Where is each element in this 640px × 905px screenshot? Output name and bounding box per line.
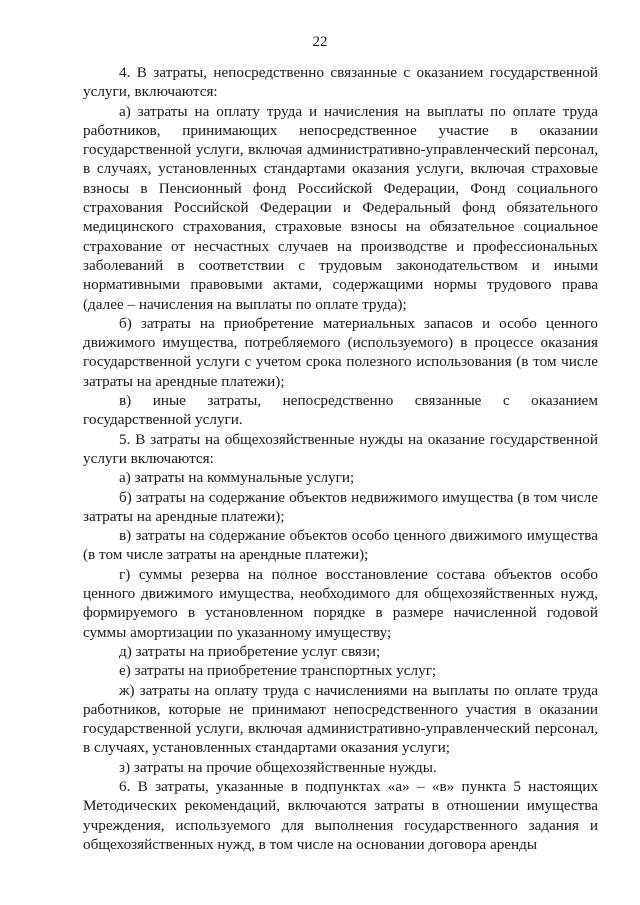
paragraph-5a: а) затраты на коммунальные услуги; (119, 469, 355, 487)
page-number: 22 (312, 34, 328, 50)
paragraph-5: 5. В затраты на общехозяйственные нужды на оказание государственной услуги включаются: (83, 430, 598, 467)
paragraph-5v: в) затраты на содержание объектов особо ценного движимого имущества (в том числе затраты на арендные платежи); (83, 527, 598, 564)
paragraph-4v: в) иные затраты, непосредственно связанные с оказанием государственной услуги. (83, 392, 598, 429)
paragraph-5g: г) суммы резерва на полное восстановление состава объектов особо ценного движимого имущества, необходимого для общехозяйственных нужд, формируемого в установленном порядке в размере начисленной годовой суммы амортизации по указанному имуществу; (83, 565, 598, 641)
document-body (83, 63, 598, 854)
paragraph-5zh: ж) затраты на оплату труда с начислениями на выплаты по оплате труда работников, которые не принимают непосредственного участия в оказании государственной услуги, включая административно-управленческий персонал, в случаях, установленных стандартами оказания услуги; (83, 681, 598, 757)
paragraph-4a: а) затраты на оплату труда и начисления на выплаты по оплате труда работников, принимающих непосредственное участие в оказании государственной услуги, включая административно-управленческий персонал, в случаях, установленных стандартами оказания услуги, включая страховые взносы в Пенсионный фонд Российской Федерации, Фонд социального страхования Российской Федерации и Федеральный фонд обязательного медицинского страхования, страховые взносы на обязательное социальное страхование от несчастных случаев на производстве и профессиональных заболеваний в соответствии с трудовым законодательством и иными нормативными правовыми актами, содержащими нормы трудового права (далее – начисления на выплаты по оплате труда); (83, 102, 598, 313)
paragraph-4b: б) затраты на приобретение материальных запасов и особо ценного движимого имущества, потребляемого (используемого) в процессе оказания государственной услуги с учетом срока полезного использования (в том числе затраты на арендные платежи); (83, 314, 598, 390)
paragraph-5d: д) затраты на приобретение услуг связи; (119, 642, 381, 660)
paragraph-6: 6. В затраты, указанные в подпунктах «а» – «в» пункта 5 настоящих Методических рекомендаций, включаются затраты в отношении имущества учреждения, используемого для выполнения государственного задания и общехозяйственных нужд, в том числе на основании договора аренды (83, 777, 598, 853)
paragraph-5b: б) затраты на содержание объектов недвижимого имущества (в том числе затраты на арендные платежи); (83, 488, 598, 525)
paragraph-5e: е) затраты на приобретение транспортных услуг; (119, 662, 437, 680)
paragraph-5z: з) затраты на прочие общехозяйственные нужды. (119, 758, 437, 776)
paragraph-4: 4. В затраты, непосредственно связанные с оказанием государственной услуги, включаются: (83, 64, 598, 101)
